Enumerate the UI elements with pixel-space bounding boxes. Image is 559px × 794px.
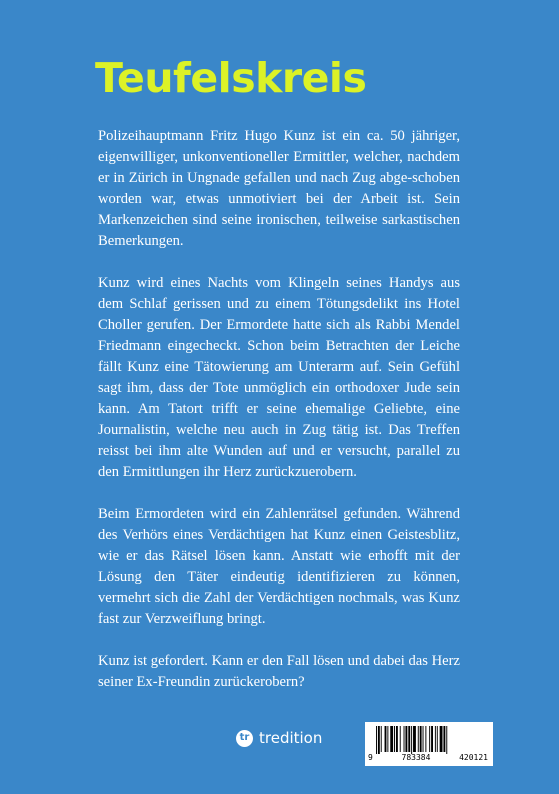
barcode-digits [368,754,488,762]
barcode-digit-group: 9 [368,753,373,762]
tredition-logo-icon: tr [236,730,253,747]
barcode-digit-group: 420121 [459,753,488,762]
blurb-paragraph: Polizeihauptmann Fritz Hugo Kunz ist ein ca. 50 jähriger, eigenwilliger, unkonventioneller Ermittler, welcher, nachdem er in Zürich in Ungnade gefallen und nach Zug abge-schoben worden war, etwas unmotiviert bei der Arbeit ist. Sein Markenzeichen sind seine ironischen, teilweise sarkastischen Bemerkungen. [98,128,460,249]
publisher-name: tredition [259,729,323,747]
publisher-logo [236,729,322,747]
blurb-paragraph: Beim Ermordeten wird ein Zahlenrätsel gefunden. Während des Verhörs eines Verdächtigen hat Kunz einen Geistesblitz, wie er das Rätsel lösen kann. Anstatt wie erhofft mit der Lösung den Täter eindeutig identifizieren zu können, vermehrt sich die Zahl der Verdächtigen nochmals, was Kunz fast zur Verzweiflung bringt. [98,506,460,627]
book-title: Teufelskreis [95,54,367,102]
barcode-digit-group: 783384 [401,753,431,762]
blurb-paragraph: Kunz ist gefordert. Kann er den Fall lösen und dabei das Herz seiner Ex-Freundin zurückerobern? [98,653,460,690]
back-cover-blurb [98,126,460,714]
barcode-bars [376,726,488,754]
isbn-barcode [365,722,493,766]
blurb-paragraph: Kunz wird eines Nachts vom Klingeln seines Handys aus dem Schlaf gerissen und zu einem Tötungsdelikt ins Hotel Choller gerufen. Der Ermordete hatte sich als Rabbi Mendel Friedmann eingecheckt. Schon beim Betrachten der Leiche fällt Kunz eine Tätowierung am Unterarm auf. Sein Gefühl sagt ihm, dass der Tote unmöglich ein orthodoxer Jude sein kann. Am Tatort trifft er seine ehemalige Geliebte, eine Journalistin, welche neu auch in Zug tätig ist. Das Treffen reisst bei ihm alte Wunden auf und er versucht, parallel zu den Ermittlungen ihr Herz zurückzuerobern. [98,275,460,480]
